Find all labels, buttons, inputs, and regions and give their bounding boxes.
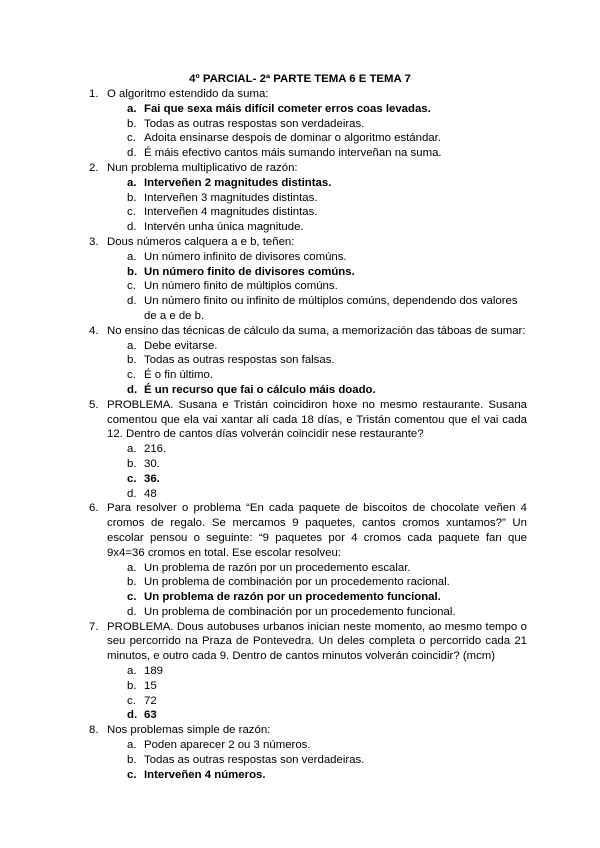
- option-letter: b.: [127, 753, 137, 766]
- option-letter: d.: [127, 383, 138, 396]
- option-letter: a.: [127, 176, 137, 189]
- answer-option: [0, 694, 600, 709]
- answer-option: [0, 205, 600, 220]
- option-list: [0, 250, 600, 324]
- answer-option: [0, 146, 600, 161]
- option-text: Interveñen 2 magnitudes distintas.: [144, 176, 332, 189]
- question-number: 1.: [89, 88, 99, 100]
- answer-option: [0, 457, 600, 472]
- option-text: Un número finito de múltiplos comúns.: [144, 280, 338, 293]
- question-item: [0, 398, 600, 502]
- question-number: 7.: [89, 620, 99, 633]
- option-text: 72: [144, 694, 157, 707]
- question-text: O algoritmo estendido da suma:: [107, 88, 269, 100]
- option-letter: c.: [127, 369, 136, 382]
- answer-option: [0, 738, 600, 753]
- question-item: [0, 87, 600, 161]
- answer-option: [0, 220, 600, 235]
- question-text: PROBLEMA. Susana e Tristán coincidiron hoxe no mesmo restaurante. Susana comentou que ela vai xantar alí cada 18 días, e Tristán comentou que el vai cada 12. Dentro de cantos días volverán coincidir nese restaurante?: [107, 398, 527, 441]
- option-letter: b.: [127, 117, 137, 130]
- answer-option-correct: [0, 590, 600, 605]
- option-text: 48: [144, 487, 157, 500]
- answer-option: [0, 442, 600, 457]
- option-text: Un número finito de divisores comúns.: [144, 265, 355, 278]
- answer-option: [0, 561, 600, 576]
- option-text: Un número infinito de divisores comúns.: [144, 250, 347, 263]
- question-text: Nun problema multiplicativo de razón:: [107, 161, 298, 174]
- option-letter: c.: [127, 132, 136, 145]
- answer-option: [0, 487, 600, 502]
- option-text: Interveñen 4 magnitudes distintas.: [144, 206, 318, 219]
- option-letter: a.: [127, 561, 137, 574]
- option-list: [0, 664, 600, 723]
- option-text: 189: [144, 665, 164, 678]
- question-number: 4.: [89, 324, 99, 337]
- answer-option: [0, 753, 600, 768]
- option-text: Un problema de razón por un procedemento escalar.: [144, 561, 411, 574]
- option-text: Un problema de combinación por un procedemento racional.: [144, 576, 450, 589]
- option-letter: c.: [127, 591, 137, 604]
- question-text: PROBLEMA. Dous autobuses urbanos inician neste momento, ao mesmo tempo o seu percorrido na Praza de Pontevedra. Un deles completa o percorrido cada 21 minutos, e outro cada 9. Dentro de cantos minutos volverán coincidir? (mcm): [107, 620, 527, 663]
- option-letter: c.: [127, 280, 136, 293]
- option-text: 30.: [144, 457, 160, 470]
- option-letter: d.: [127, 605, 137, 618]
- option-text: É un recurso que fai o cálculo máis doado.: [144, 383, 376, 396]
- answer-option: [0, 368, 600, 383]
- option-letter: b.: [127, 265, 138, 278]
- option-text: Un número finito ou infinito de múltiplos comúns, dependendo dos valores de a e de b.: [144, 295, 518, 322]
- option-list: [0, 561, 600, 620]
- answer-option-correct: [0, 708, 600, 723]
- option-text: 216.: [144, 443, 167, 456]
- option-letter: c.: [127, 694, 136, 707]
- option-letter: b.: [127, 679, 137, 692]
- option-text: É máis efectivo cantos máis sumando interveñan na suma.: [144, 147, 442, 160]
- page-title: 4º PARCIAL- 2ª PARTE TEMA 6 E TEMA 7: [189, 73, 411, 85]
- option-text: Adoita ensinarse despois de dominar o algoritmo estándar.: [144, 132, 441, 145]
- option-text: Todas as outras respostas son falsas.: [144, 354, 335, 367]
- option-letter: a.: [127, 665, 137, 678]
- answer-option-correct: [0, 176, 600, 191]
- option-text: Interveñen 4 números.: [144, 768, 266, 781]
- question-text: No ensino das técnicas de cálculo da suma, a memorización das táboas de sumar:: [107, 324, 526, 337]
- answer-option: [0, 679, 600, 694]
- answer-option: [0, 353, 600, 368]
- option-letter: d.: [127, 221, 137, 234]
- option-list: [0, 738, 600, 782]
- question-item: [0, 235, 600, 324]
- answer-option: [0, 294, 600, 324]
- answer-option-correct: [0, 265, 600, 280]
- option-text: 15: [144, 679, 157, 692]
- question-text: Dous números calquera a e b, teñen:: [107, 235, 295, 248]
- answer-option: [0, 664, 600, 679]
- question-text: Para resolver o problema “En cada paquete de biscoitos de chocolate veñen 4 cromos de regalo. Se mercamos 9 paquetes, cantos cromos xuntamos?” Un escolar pensou o seguinte: “9 paquetes por 4 cromos cada paquete fan que 9x4=36 cromos en total. Ese escolar resolveu:: [107, 502, 527, 559]
- option-letter: c.: [127, 472, 137, 485]
- answer-option: [0, 605, 600, 620]
- question-number: 8.: [89, 724, 99, 737]
- option-text: É o fin último.: [144, 369, 214, 382]
- option-letter: b.: [127, 457, 137, 470]
- answer-option: [0, 339, 600, 354]
- answer-option-correct: [0, 768, 600, 783]
- answer-option: [0, 575, 600, 590]
- option-letter: b.: [127, 191, 137, 204]
- answer-option: [0, 131, 600, 146]
- question-item: [0, 324, 600, 398]
- question-item: [0, 723, 600, 782]
- option-text: Todas as outras respostas son verdadeiras.: [144, 117, 365, 130]
- option-letter: a.: [127, 339, 137, 352]
- option-text: 63: [144, 709, 157, 722]
- question-number: 3.: [89, 235, 99, 248]
- answer-option-correct: [0, 472, 600, 487]
- option-letter: a.: [127, 102, 137, 115]
- question-list: [0, 87, 600, 782]
- option-letter: d.: [127, 147, 137, 160]
- option-list: [0, 102, 600, 161]
- option-letter: a.: [127, 250, 137, 263]
- option-text: Todas as outras respostas son verdadeiras.: [144, 753, 365, 766]
- answer-option: [0, 250, 600, 265]
- option-letter: b.: [127, 354, 137, 367]
- option-list: [0, 442, 600, 501]
- option-list: [0, 176, 600, 235]
- option-text: Un problema de combinación por un procedemento funcional.: [144, 605, 456, 618]
- option-text: Poden aparecer 2 ou 3 números.: [144, 739, 311, 752]
- option-text: Debe evitarse.: [144, 339, 218, 352]
- option-text: Fai que sexa máis difícil cometer erros coas levadas.: [144, 102, 431, 115]
- question-number: 5.: [89, 398, 99, 411]
- option-list: [0, 339, 600, 398]
- option-letter: c.: [127, 768, 137, 781]
- option-text: 36.: [144, 472, 160, 485]
- option-text: Un problema de razón por un procedemento funcional.: [144, 591, 441, 604]
- option-letter: a.: [127, 443, 137, 456]
- option-text: Interveñen 3 magnitudes distintas.: [144, 191, 318, 204]
- option-text: Intervén unha única magnitude.: [144, 221, 304, 234]
- option-letter: b.: [127, 576, 137, 589]
- option-letter: c.: [127, 206, 136, 219]
- question-number: 6.: [89, 502, 99, 515]
- answer-option-correct: [0, 102, 600, 117]
- option-letter: a.: [127, 739, 137, 752]
- answer-option: [0, 117, 600, 132]
- question-item: [0, 620, 600, 724]
- option-letter: d.: [127, 295, 137, 308]
- answer-option: [0, 191, 600, 206]
- answer-option-correct: [0, 383, 600, 398]
- question-item: [0, 501, 600, 619]
- option-letter: d.: [127, 709, 138, 722]
- question-text: Nos problemas simple de razón:: [107, 724, 271, 737]
- answer-option: [0, 279, 600, 294]
- question-number: 2.: [89, 161, 99, 174]
- question-item: [0, 161, 600, 235]
- option-letter: d.: [127, 487, 137, 500]
